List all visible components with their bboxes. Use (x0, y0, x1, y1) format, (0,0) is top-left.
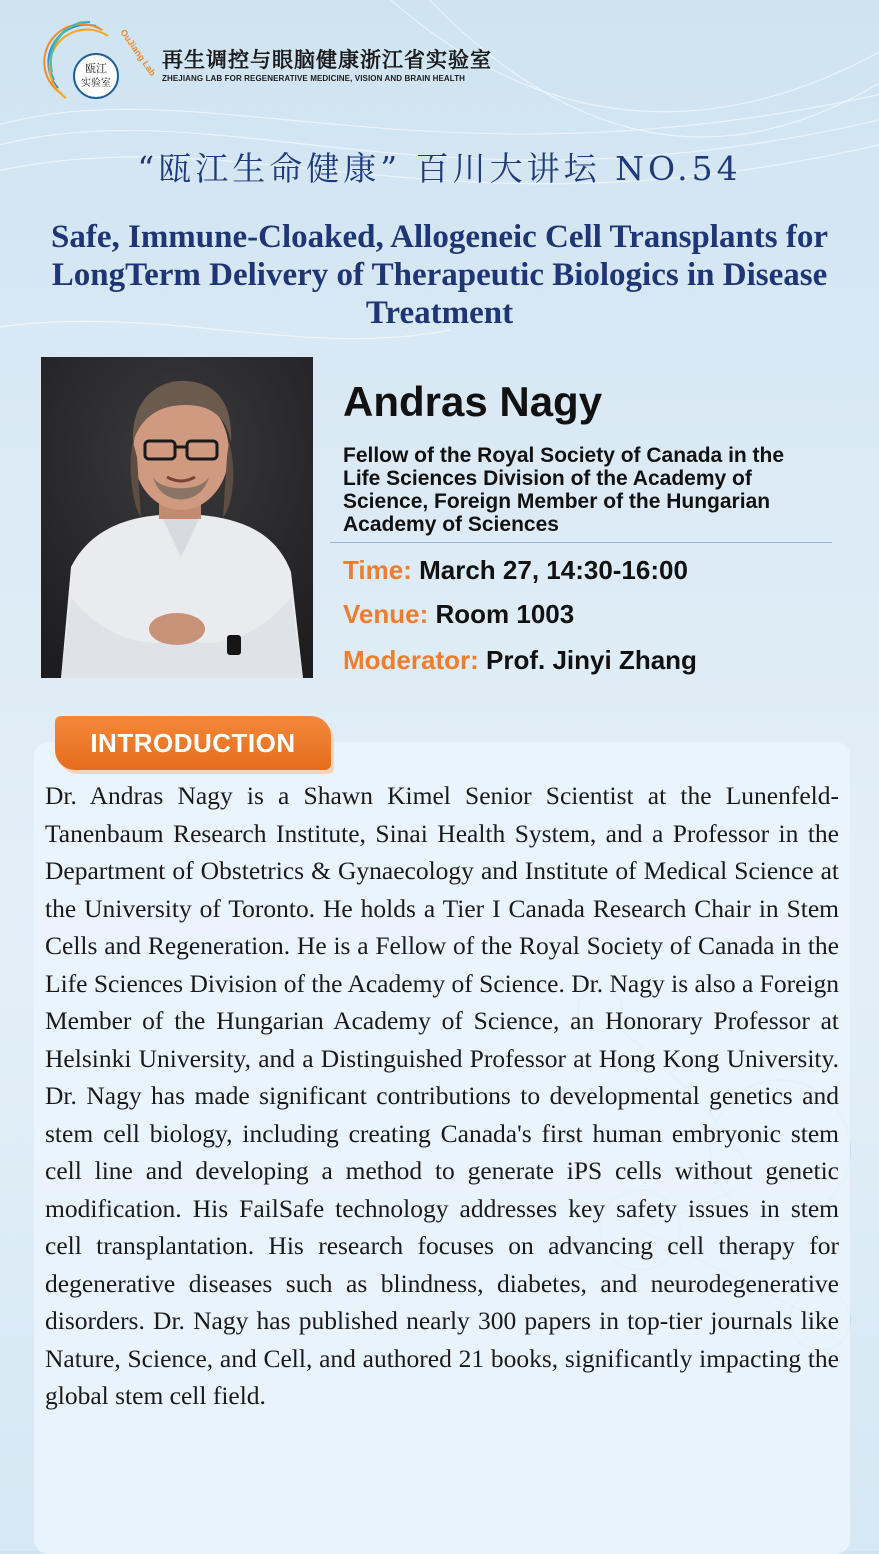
venue-value: Room 1003 (435, 599, 575, 629)
moderator-row (343, 645, 697, 676)
lab-logo (46, 18, 158, 110)
moderator-label: Moderator: (343, 645, 479, 675)
talk-title: Safe, Immune-Cloaked, Allogeneic Cell Transplants for LongTerm Delivery of Therapeutic Biologics in Disease Treatment (50, 219, 829, 331)
time-label: Time: (343, 555, 412, 585)
lab-name-english: ZHEJIANG LAB FOR REGENERATIVE MEDICINE, VISION AND BRAIN HEALTH (162, 74, 466, 83)
venue-label: Venue: (343, 599, 429, 629)
divider (330, 542, 832, 543)
introduction-label: INTRODUCTION (55, 716, 331, 770)
venue-row (343, 599, 574, 630)
introduction-text: Dr. Andras Nagy is a Shawn Kimel Senior Scientist at the Lunenfeld-Tanenbaum Research Institute, Sinai Health System, and a Professor in the Department of Obstetrics & Gynaecology and Institute of Medical Science at the University of Toronto. He holds a Tier I Canada Research Chair in Stem Cells and Regeneration. He is a Fellow of the Royal Society of Canada in the Life Sciences Division of the Academy of Science. Dr. Nagy is also a Foreign Member of the Hungarian Academy of Science, an Honorary Professor at Helsinki University, and a Distinguished Professor at Hong Kong University. Dr. Nagy has made significant contributions to developmental genetics and stem cell biology, including creating Canada's first human embryonic stem cell line and developing a method to generate iPS cells without genetic modification. His FailSafe technology addresses key safety issues in stem cell transplantation. His research focuses on advancing cell therapy for degenerative diseases such as blindness, diabetes, and neurodegenerative disorders. Dr. Nagy has published nearly 300 papers in top-tier journals like Nature, Science, and Cell, and authored 21 books, significantly impacting the global stem cell field. (45, 781, 839, 1410)
time-value: March 27, 14:30-16:00 (419, 555, 688, 585)
svg-text:实验室: 实验室 (81, 78, 111, 89)
speaker-photo (41, 357, 313, 678)
time-row (343, 555, 688, 586)
svg-text:瓯江: 瓯江 (85, 62, 107, 75)
moderator-value: Prof. Jinyi Zhang (486, 645, 697, 675)
speaker-name: Andras Nagy (343, 378, 603, 425)
svg-text:OuJiang Lab: OuJiang Lab (118, 27, 158, 78)
lecture-series-title: “瓯江生命健康” 百川大讲坛 NO.54 (137, 149, 742, 188)
lab-name-chinese: 再生调控与眼脑健康浙江省实验室 (162, 48, 492, 72)
speaker-affiliation: Fellow of the Royal Society of Canada in the Life Sciences Division of the Academy of Science, Foreign Member of the Hungarian Academy of Sciences (343, 444, 785, 536)
